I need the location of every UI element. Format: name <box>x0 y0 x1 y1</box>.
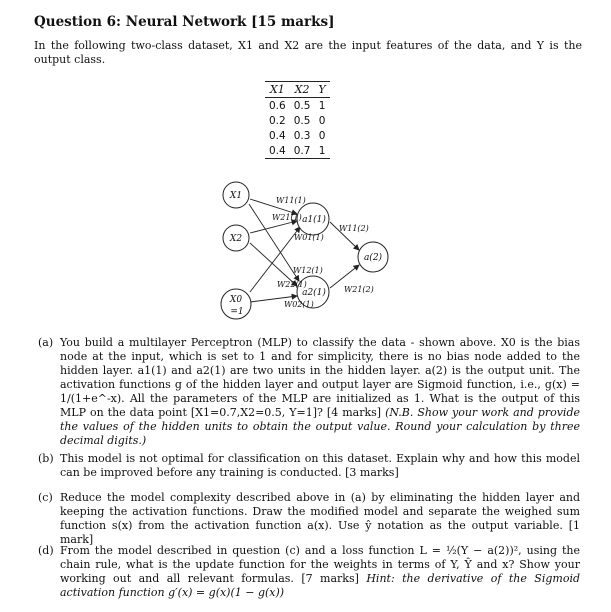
part-d <box>38 544 580 600</box>
table-cell: 0.3 <box>293 129 311 142</box>
node-x1-label: X1 <box>229 191 243 201</box>
table-cell: 0 <box>318 129 326 142</box>
question-intro: In the following two-class dataset, X1 and X2 are the input features of the data, and Y is the output class. <box>34 39 582 66</box>
table-cell: 0.4 <box>265 143 290 159</box>
table-cell: 0.7 <box>290 143 315 159</box>
part-a <box>38 336 580 448</box>
weight-w22: W22(1) <box>277 280 307 289</box>
header-x2: X2 <box>290 82 315 98</box>
table-cell: 1 <box>314 143 329 159</box>
header-y: Y <box>314 82 329 98</box>
table-cell: 0.2 <box>269 114 286 127</box>
node-x0-value: =1 <box>230 307 244 317</box>
part-a-label: (a) <box>38 336 54 349</box>
weight-w01: W01(1) <box>294 233 324 242</box>
part-b <box>38 452 580 480</box>
part-a-note: (N.B. Show your work and provide the values of the hidden units to obtain the output value. Round your calculation by three decimal digits.) <box>60 406 580 447</box>
node-h1-label: a1(1) <box>302 215 326 225</box>
node-output-label: a(2) <box>363 253 383 263</box>
part-d-hint: Hint: the derivative of the Sigmoid activation function g′(x) = g(x)(1 − g(x)) <box>60 572 580 599</box>
header-x1: X1 <box>265 82 290 98</box>
node-x2-label: X2 <box>229 234 243 244</box>
part-b-label: (b) <box>38 452 54 465</box>
part-a-text: You build a multilayer Perceptron (MLP) to classify the data - shown above. X0 is the bias node at the input, which is set to 1 and for simplicity, there is no bias node added to the hidden layer. a1(1) and a2(1) are two units in the hidden layer. a(2) is the output unit. The activation functions g of the hidden layer and output layer are Sigmoid function, i.e., g(x) = 1/(1+e^-x). All the parameters of the MLP are initialized as 1. What is the output of this MLP on the data point [X1=0.7,X2=0.5, Y=1]? [4 marks] <box>60 336 580 419</box>
weight-w21: W21(1) <box>272 213 302 222</box>
part-d-label: (d) <box>38 544 54 557</box>
table-cell: 0.6 <box>269 99 286 112</box>
weight-w21-out: W21(2) <box>344 285 374 294</box>
table-cell: 0.5 <box>293 99 311 112</box>
part-c-text: Reduce the model complexity described above in (a) by eliminating the hidden layer and keeping the activation functions. Draw the modified model and separate the weighed sum function s(x) from the activation function a(x). Use ŷ notation as the output variable. [1 mark] <box>60 491 580 546</box>
weight-w11: W11(1) <box>276 196 306 205</box>
part-b-text: This model is not optimal for classification on this dataset. Explain why and how this model can be improved before any training is conducted. [3 marks] <box>60 452 580 479</box>
node-h2-label: a2(1) <box>302 288 326 298</box>
table-cell: 0.4 <box>269 129 286 142</box>
weight-w02: W02(1) <box>284 300 314 309</box>
weight-w11-out: W11(2) <box>339 224 369 233</box>
table-cell: 0.5 <box>293 114 311 127</box>
edge-x2-h1 <box>250 221 297 233</box>
part-d-text: From the model described in question (c) and a loss function L = ½(Y − a(2))², using the chain rule, what is the update function for the weights in terms of Y, Ŷ and x? Show your working out and all relevant formulas. [7 marks] <box>60 544 580 585</box>
part-c <box>38 491 580 547</box>
table-cell: 0 <box>318 114 326 127</box>
part-c-label: (c) <box>38 491 53 504</box>
weight-w12: W12(1) <box>293 266 323 275</box>
node-x0-label: X0 <box>229 295 243 305</box>
question-title: Question 6: Neural Network [15 marks] <box>34 14 335 30</box>
table-cell: 1 <box>318 99 326 112</box>
